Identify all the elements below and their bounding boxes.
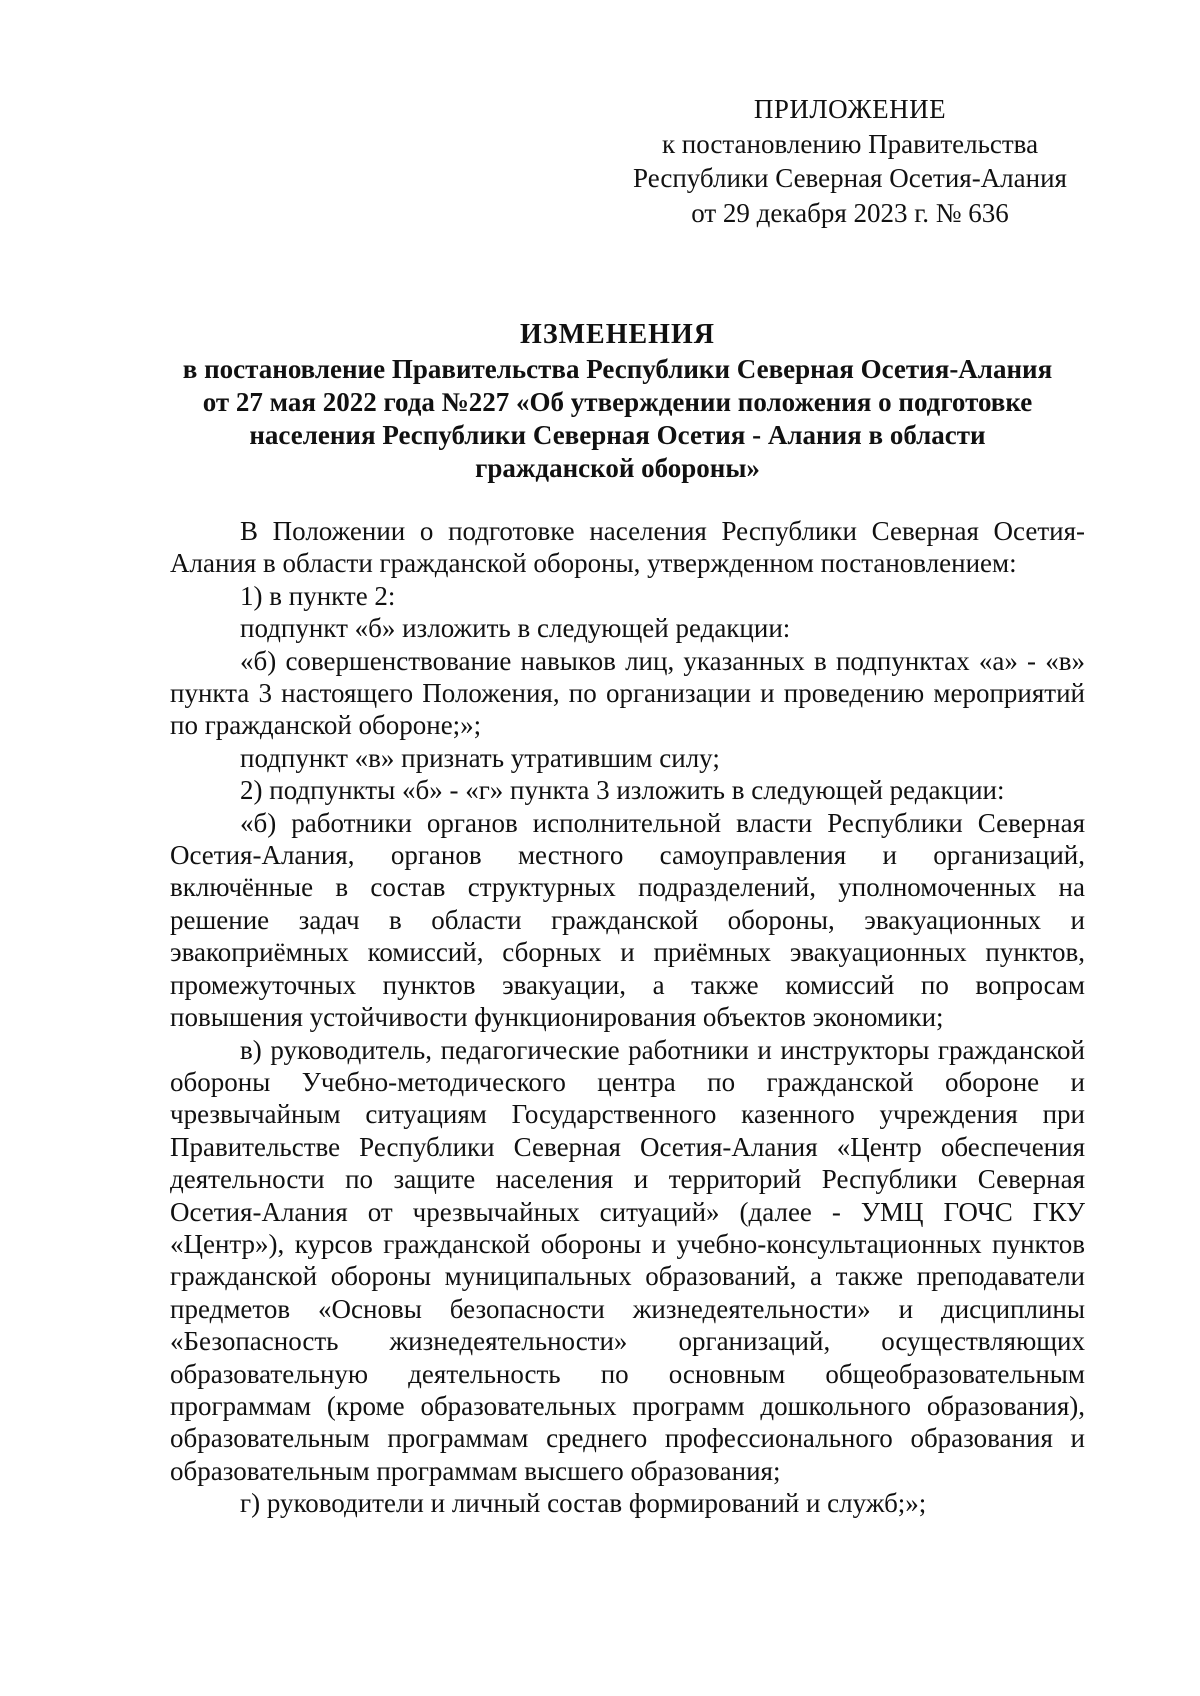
appendix-title: ПРИЛОЖЕНИЕ [753, 94, 947, 124]
document-heading [150, 318, 1085, 485]
appendix-line-2: Республики Северная Осетия-Алания [633, 163, 1067, 193]
paragraph-new-g: г) руководители и личный состав формирований и служб;»; [240, 1488, 927, 1519]
paragraph-subitem-b-instruction: подпункт «б» изложить в следующей редакции: [240, 613, 791, 644]
paragraph-subitem-v-repeal: подпункт «в» признать утратившим силу; [240, 742, 720, 773]
paragraph-item-1: 1) в пункте 2: [240, 580, 396, 611]
document-body [170, 515, 1085, 1520]
appendix-line-1: к постановлению Правительства [661, 128, 1039, 159]
document-subtitle-line-2: от 27 мая 2022 года №227 «Об утверждении положения о подготовке [202, 387, 1033, 417]
document-title: ИЗМЕНЕНИЯ [520, 319, 715, 350]
document-subtitle-line-4: гражданской обороны» [475, 453, 760, 483]
document-subtitle-line-1: в постановление Правительства Республики Северная Осетия-Алания [182, 354, 1053, 384]
paragraph-intro: В Положении о подготовке населения Республики Северная Осетия-Алания в области гражданской обороны, утвержденном постановлением: [170, 516, 1085, 579]
paragraph-item-2: 2) подпункты «б» - «г» пункта 3 изложить в следующей редакции: [240, 775, 1005, 806]
appendix-block [610, 92, 1090, 230]
paragraph-new-b: «б) работники органов исполнительной власти Республики Северная Осетия-Алания, органов местного самоуправления и организаций, включённые в состав структурных подразделений, уполномоченных на решение задач в области гражданской обороны, эвакуационных и эвакоприёмных комиссий, сборных и приёмных эвакуационных пунктов, промежуточных пунктов эвакуации, а также комиссий по вопросам повышения устойчивости функционирования объектов экономики; [170, 807, 1085, 1033]
paragraph-subitem-b-text: «б) совершенствование навыков лиц, указанных в подпунктах «а» - «в» пункта 3 настоящего Положения, по организации и проведению мероприятий по гражданской обороне;»; [170, 645, 1085, 741]
document-subtitle-line-3: населения Республики Северная Осетия - Алания в области [249, 420, 986, 450]
paragraph-new-v: в) руководитель, педагогические работники и инструкторы гражданской обороны Учебно-методического центра по гражданской обороне и чрезвычайным ситуациям Государственного казенного учреждения при Правительстве Республики Северная Осетия-Алания «Центр обеспечения деятельности по защите населения и территорий Республики Северная Осетия-Алания от чрезвычайных ситуаций» (далее - УМЦ ГОЧС ГКУ «Центр»), курсов гражданской обороны и учебно-консультационных пунктов гражданской обороны муниципальных образований, а также преподаватели предметов «Основы безопасности жизнедеятельности» и дисциплины «Безопасность жизнедеятельности» организаций, осуществляющих образовательную деятельность по основным общеобразовательным программам (кроме образовательных программ дошкольного образования), образовательным программам среднего профессионального образования и образовательным программам высшего образования; [170, 1034, 1085, 1486]
appendix-line-3: от 29 декабря 2023 г. № 636 [691, 197, 1009, 228]
